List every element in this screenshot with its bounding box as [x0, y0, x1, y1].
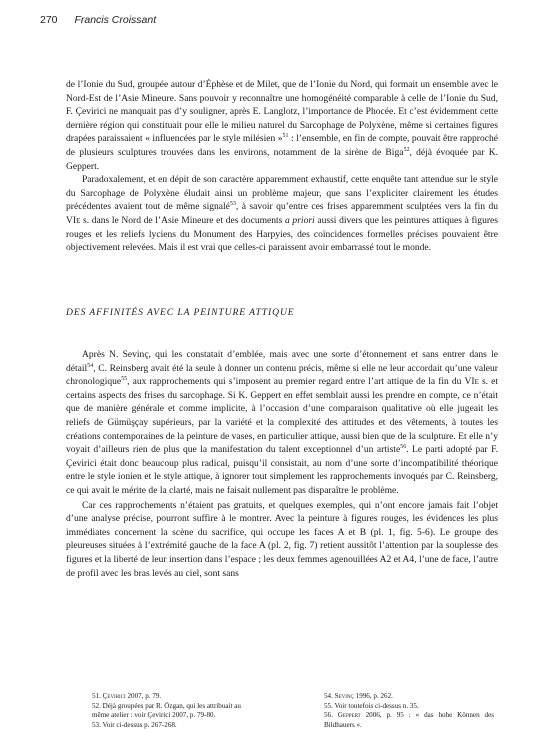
paragraph-rapprochements: Car ces rapprochements n’étaient pas gratuits, et quelques exemples, qui n’ont encore jamais fait l’objet d’une analyse précise, pourront suffire à le montrer. Avec la peinture à figures rouges, les évidences les plus immédiates concernent la scène du sacrifice, qui occupe les faces A et B (pl. 1, fig. 5-6). Le groupe des pleureuses situées à l’extrémité gauche de la face A (pl. 2, fig. 7) retient aussitôt l’attention par la souplesse des figures et la liberté de leur insertion dans l’espace ; les deux femmes agenouillées A2 et A4, l’une de face, l’autre de profil avec les bras levés au ciel, sont sans	[66, 499, 498, 579]
para3-text-2: , C. Reinsberg avait été la seule à donner un contenu précis, même si elle ne leur accordait qu’une valeur chronologique	[66, 362, 498, 388]
century-numeral: VIe	[66, 214, 81, 226]
para1-text-1: de l’Ionie du Sud, groupée autour d’Éphèse et de Milet, que de l’Ionie du Nord, qui formait un ensemble avec le Nord-Est de l’Asie Mineure. Sans pouvoir y reconnaître une homogénéité comparable à celle de l’Ionie du Sud, F. Çevirici ne manquait pas d’y souligner, après E. Langlotz, l’importance de Phocée. Et c’est évidemment cette dernière région qui constituait pour elle le milieu naturel du Sarcophage de Polyxène, même si certaines figures drapées paraissaient « influencées par le style milésien »	[66, 79, 498, 145]
footnote-ref-53: 53	[229, 201, 236, 208]
footnote-ref-52: 52	[403, 146, 410, 153]
footnote-ref-51: 51	[282, 133, 289, 140]
footnotes	[92, 692, 494, 730]
italic-a-priori: a priori	[285, 214, 315, 226]
footnote-52: 52. Déjà groupées par R. Özgan, qui les attribuait au même atelier : voir Çevirici 2007, p. 79-80.	[92, 701, 241, 720]
footnotes-right-column	[324, 692, 494, 730]
century-numeral: VIe	[464, 376, 479, 388]
body-text-top	[66, 78, 498, 255]
para3-text-5: . Le parti adopté par F. Çevirici était donc beaucoup plus radical, puisqu’il consistait, au nom d’une sorte d’incompatibilité théorique entre le style ionien et le style attique, à ignorer tout simplement les rapprochements invoqués par C. Reinsberg, ce qui avait le mérite de la clarté, mais ne faisait nullement pas disparaître le problème.	[66, 444, 499, 496]
section-heading: DES AFFINITÉS AVEC LA PEINTURE ATTIQUE	[66, 307, 295, 318]
footnote-ref-56: 56	[400, 444, 407, 451]
footnote-51: 51. Çevirici 2007, p. 79.	[92, 692, 162, 700]
page-number: 270	[40, 14, 58, 26]
body-text-section	[66, 348, 498, 580]
paragraph-ionie	[66, 78, 498, 173]
para3-text-4: s. et certains aspects des frises du sarcophage. Si K. Geppert en effet semblait aussi les prendre en compte, ce n’était que de manière générale et comme implicite, à l’occasion d’une comparaison qualitative où elle jugeait les reliefs de Gümüşçay supérieurs, par la variété et la complexité des attitudes et des vêtements, à toutes les créations contemporaines de la peinture de vases, en particulier attique, aussi bien que de la sculpture. Et elle n’y voyait d’ailleurs rien de plus que la manifestation du talent exceptionnel d’un artiste	[66, 376, 499, 456]
para2-text-3: s. dans le Nord de l’Asie Mineure et des documents	[80, 214, 286, 226]
paragraph-sevinc	[66, 348, 498, 498]
running-head	[40, 14, 156, 26]
footnote-55: 55. Voir toutefois ci-dessus n. 35.	[324, 701, 419, 710]
para2-text-1: Paradoxalement, et en dépit de son caractère apparemment exhaustif, cette enquête tant attendue sur le style du Sarcophage de Polyxène éludait ainsi un problème majeur, que sans l’expliciter clairement les études précédentes avaient tout de même signalé	[66, 174, 498, 213]
para2-text-2: , à savoir qu’entre ces frises apparemment sculptées vers la fin du	[235, 201, 498, 213]
footnote-54: 54. Sevinç 1996, p. 262.	[324, 692, 393, 700]
footnote-ref-54: 54	[87, 362, 94, 369]
para1-text-2: : l’ensemble, en fin de compte, pouvait être rapproché de plusieurs sculptures trouvées dans les environs, notamment de la sirène de Biga	[66, 133, 498, 158]
footnote-56: 56. Geppert 2006, p. 95 : « das hohe Können des Bildhauers ».	[324, 711, 494, 729]
para3-text-3: , aux rapprochements qui s’imposent au premier regard entre l’art attique de la fin du	[127, 376, 462, 388]
running-author: Francis Croissant	[74, 14, 157, 26]
footnote-53: 53. Voir ci-dessus p. 267-268.	[92, 720, 177, 729]
footnote-ref-55: 55	[121, 376, 128, 383]
para3-text-1: Après N. Sevinç, qui les constatait d’emblée, mais avec une sorte d’étonnement et sans entrer dans le détail	[66, 349, 498, 374]
para1-text-3: , déjà évoquée par K. Geppert.	[66, 146, 498, 172]
para2-text-4: aussi divers que les peintures attiques à figures rouges et les reliefs lyciens du Monument des Harpyies, des coïncidences formelles précises pouvaient être objectivement relevées. Mais il est vrai que celles-ci paraissent avoir embarrassé tout le monde.	[66, 214, 498, 254]
paragraph-paradoxalement	[66, 173, 498, 255]
footnotes-left-column	[92, 692, 258, 730]
